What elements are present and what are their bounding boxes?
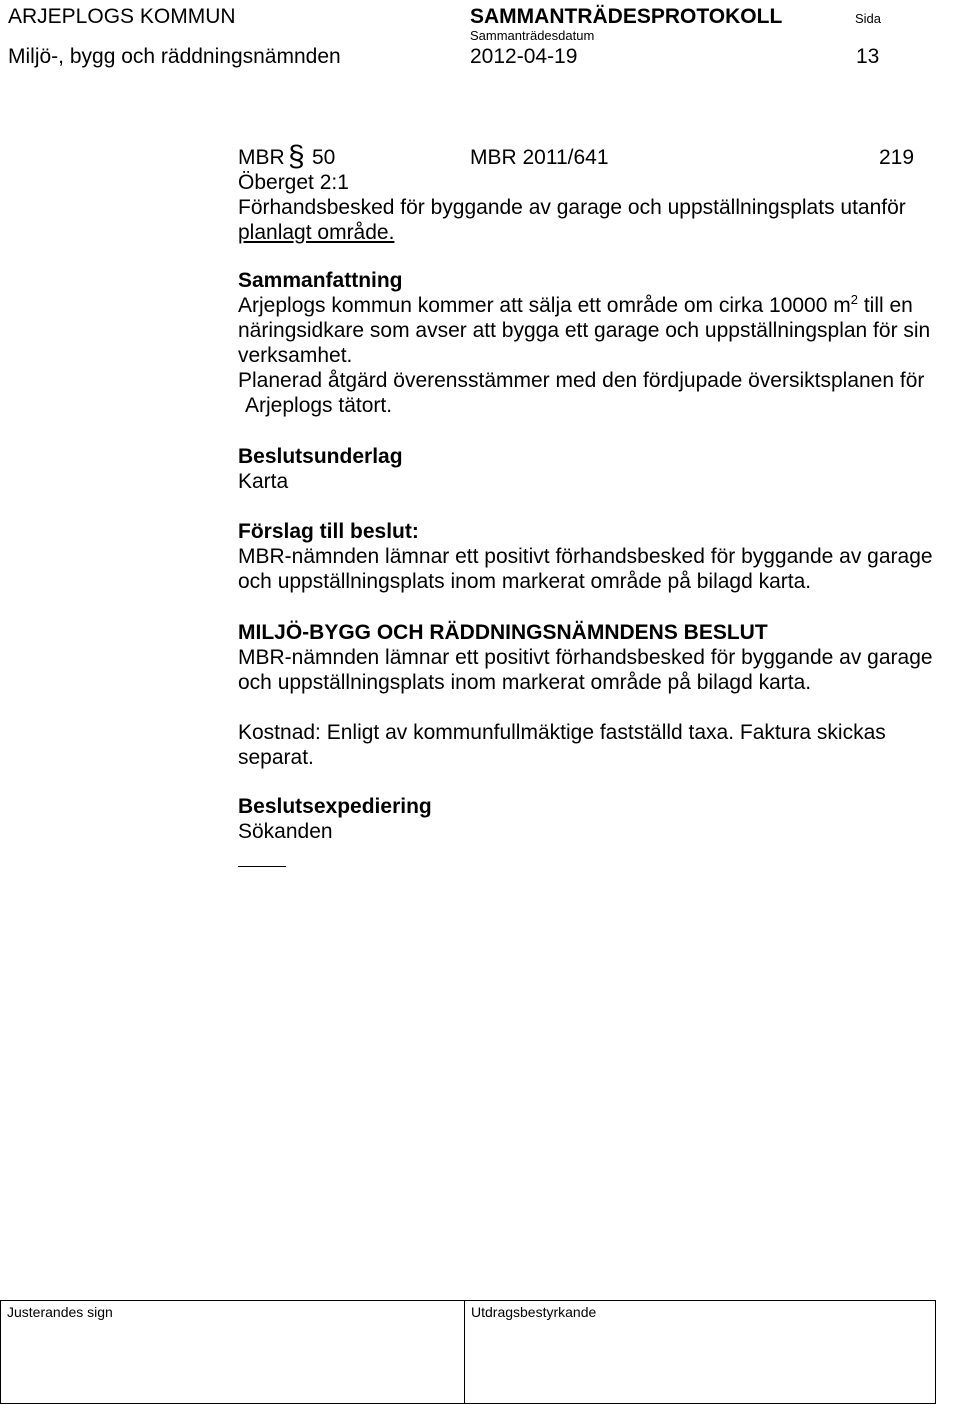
basis-heading: Beslutsunderlag — [238, 445, 403, 468]
reference-number: 219 — [879, 146, 915, 169]
summary-line-1a: Arjeplogs kommun kommer att sälja ett område om cirka 10000 m — [238, 294, 851, 317]
meeting-date-label: Sammanträdesdatum — [470, 28, 595, 43]
decision-line-1: MBR-nämnden lämnar ett positivt förhandsbesked för byggande av garage — [238, 646, 933, 669]
case-title-line-2: planlagt område. — [238, 221, 395, 244]
section-symbol: § — [288, 140, 305, 173]
property-designation: Öberget 2:1 — [238, 171, 349, 194]
end-rule — [238, 866, 286, 867]
summary-line-3: verksamhet. — [238, 344, 353, 367]
page-number: 13 — [856, 45, 880, 68]
summary-line-4: Planerad åtgärd överensstämmer med den fördjupade översiktsplanen för — [238, 369, 925, 392]
decision-heading: MILJÖ-BYGG OCH RÄDDNINGSNÄMNDENS BESLUT — [238, 621, 768, 644]
summary-line-2: näringsidkare som avser att bygga ett garage och uppställningsplan för sin — [238, 319, 931, 342]
municipality-name: ARJEPLOGS KOMMUN — [8, 5, 236, 28]
paragraph-number: 50 — [312, 146, 336, 169]
signature-table — [0, 1300, 936, 1404]
proposal-line-2: och uppställningsplats inom markerat område på bilagd karta. — [238, 570, 812, 593]
page-label: Sida — [855, 11, 882, 26]
adjuster-sign-label: Justerandes sign — [7, 1304, 113, 1320]
board-name: Miljö-, bygg och räddningsnämnden — [8, 45, 341, 68]
extract-cert-label: Utdragsbestyrkande — [471, 1304, 597, 1320]
dispatch-recipient: Sökanden — [238, 820, 333, 843]
cost-line-1: Kostnad: Enligt av kommunfullmäktige fastställd taxa. Faktura skickas — [238, 721, 886, 744]
proposal-line-1: MBR-nämnden lämnar ett positivt förhandsbesked för byggande av garage — [238, 545, 933, 568]
cost-line-2: separat. — [238, 746, 314, 769]
summary-line-1b: till en — [857, 294, 913, 317]
adjuster-sign-cell — [1, 1301, 465, 1403]
document-type: SAMMANTRÄDESPROTOKOLL — [470, 5, 783, 28]
extract-cert-cell — [465, 1301, 935, 1403]
paragraph-prefix: MBR — [238, 146, 285, 169]
meeting-date: 2012-04-19 — [470, 45, 578, 68]
basis-item: Karta — [238, 470, 289, 493]
proposal-heading: Förslag till beslut: — [238, 520, 419, 543]
decision-line-2: och uppställningsplats inom markerat område på bilagd karta. — [238, 671, 812, 694]
summary-line-1 — [238, 292, 913, 317]
summary-heading: Sammanfattning — [238, 269, 403, 292]
case-number: MBR 2011/641 — [470, 146, 609, 169]
dispatch-heading: Beslutsexpediering — [238, 795, 432, 818]
summary-line-5: Arjeplogs tätort. — [245, 394, 393, 417]
case-title-line-1: Förhandsbesked för byggande av garage och uppställningsplats utanför — [238, 196, 906, 219]
square-superscript: 2 — [850, 292, 858, 307]
